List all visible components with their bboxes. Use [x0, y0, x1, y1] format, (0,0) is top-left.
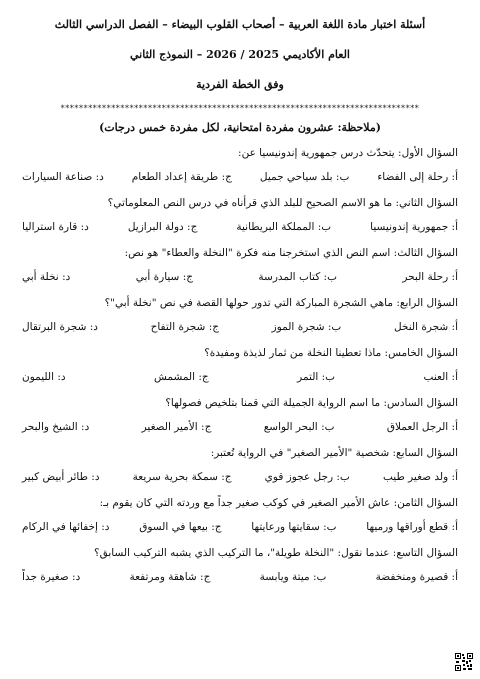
option-b[interactable]: ب: سقايتها ورعايتها: [251, 521, 337, 533]
option-c[interactable]: ج: المشمش: [154, 371, 209, 383]
question-text: السؤال الأول: يتحدّث درس جمهورية إندونيسيا عن:: [238, 147, 458, 159]
question-4: [22, 296, 458, 334]
options-row: [22, 170, 458, 184]
option-c[interactable]: ج: بيعها في السوق: [139, 521, 222, 533]
option-d[interactable]: د: صناعة السيارات: [22, 171, 104, 183]
option-c[interactable]: ج: شاهقة ومرتفعة: [129, 571, 211, 583]
option-d[interactable]: د: شجرة البرتقال: [22, 321, 98, 333]
option-c[interactable]: ج: الأمير الصغير: [141, 421, 212, 433]
option-b[interactable]: ب: التمر: [297, 371, 336, 383]
option-a[interactable]: أ: قطع أوراقها ورميها: [366, 521, 458, 533]
options-row: [22, 220, 458, 234]
option-a[interactable]: أ: العنب: [423, 371, 458, 383]
question-text: السؤال السادس: ما اسم الرواية الجميلة التي قمنا بتلخيص فصولها؟: [165, 397, 458, 409]
option-c[interactable]: ج: شجرة التفاح: [150, 321, 220, 333]
option-c[interactable]: ج: سيارة أبي: [135, 271, 194, 283]
option-a[interactable]: أ: ولد صغير طيب: [382, 471, 458, 483]
option-a[interactable]: أ: الرجل العملاق: [386, 421, 458, 433]
option-d[interactable]: د: الليمون: [22, 371, 66, 383]
option-a[interactable]: أ: جمهورية إندونيسيا: [370, 221, 458, 233]
option-d[interactable]: د: الشيخ والبحر: [22, 421, 90, 433]
question-3: [22, 246, 458, 284]
option-c[interactable]: ج: دولة البرازيل: [127, 221, 198, 233]
option-b[interactable]: ب: المملكة البريطانية: [236, 221, 332, 233]
academic-year: العام الأكاديمي 2025 / 2026 – النموذج الثاني: [130, 48, 350, 61]
options-row: [22, 520, 458, 534]
qr-code-icon: [455, 653, 473, 671]
question-7: [22, 446, 458, 484]
options-row: [22, 470, 458, 484]
option-d[interactable]: د: قارة استراليا: [22, 221, 89, 233]
option-b[interactable]: ب: بلد سياحي جميل: [259, 171, 350, 183]
question-text: السؤال الثاني: ما هو الاسم الصحيح للبلد الذي قرأناه في درس النص المعلوماتي؟: [107, 197, 458, 209]
option-b[interactable]: ب: ميتة ويابسة: [259, 571, 327, 583]
option-d[interactable]: د: طائر أبيض كبير: [22, 471, 100, 483]
option-d[interactable]: د: صغيرة جداً: [22, 571, 81, 583]
question-text: السؤال الثامن: عاش الأمير الصغير في كوكب صغير جداً مع وردته التي كان يقوم بـ:: [99, 497, 458, 509]
options-row: [22, 320, 458, 334]
options-row: [22, 420, 458, 434]
options-row: [22, 270, 458, 284]
option-b[interactable]: ب: كتاب المدرسة: [258, 271, 337, 283]
option-b[interactable]: ب: البحر الواسع: [263, 421, 335, 433]
plan-label: وفق الخطة الفردية: [196, 78, 284, 91]
question-text: السؤال الرابع: ماهي الشجرة المباركة التي تدور حولها القصة في نص "نخلة أبي"؟: [104, 297, 458, 309]
question-text: السؤال الخامس: ماذا تعطينا النخلة من ثمار لذيذة ومفيدة؟: [204, 347, 458, 359]
question-text: السؤال التاسع: عندما نقول: "النخلة طويلة"، ما التركيب الذي يشبه التركيب السابق؟: [94, 547, 458, 559]
question-text: السؤال السابع: شخصية "الأمير الصغير" في الرواية تُعتبر:: [210, 447, 458, 459]
question-2: [22, 196, 458, 234]
option-a[interactable]: أ: رحلة البحر: [402, 271, 458, 283]
star-divider: ******************************************************************************: [60, 104, 420, 113]
option-b[interactable]: ب: رجل عجوز قوي: [264, 471, 350, 483]
exam-note: (ملاحظة: عشرون مفردة امتحانية، لكل مفردة خمس درجات): [99, 121, 381, 134]
question-8: [22, 496, 458, 534]
exam-title: أسئلة اختبار مادة اللغة العربية – أصحاب القلوب البيضاء – الفصل الدراسي الثالث: [54, 18, 426, 31]
option-d[interactable]: د: إخفائها في الركام: [22, 521, 110, 533]
question-9: [22, 546, 458, 584]
question-6: [22, 396, 458, 434]
options-row: [22, 370, 458, 384]
option-a[interactable]: أ: شجرة النخل: [393, 321, 458, 333]
option-c[interactable]: ج: سمكة بحرية سريعة: [132, 471, 232, 483]
question-list: [22, 146, 458, 584]
option-b[interactable]: ب: شجرة الموز: [271, 321, 342, 333]
option-a[interactable]: أ: رحلة إلى الفضاء: [377, 171, 458, 183]
question-1: [22, 146, 458, 184]
option-c[interactable]: ج: طريقة إعداد الطعام: [131, 171, 232, 183]
question-5: [22, 346, 458, 384]
options-row: [22, 570, 458, 584]
option-d[interactable]: د: نخلة أبي: [22, 271, 71, 283]
question-text: السؤال الثالث: اسم النص الذي استخرجنا منه فكرة "النخلة والعطاء" هو نص:: [124, 247, 458, 259]
option-a[interactable]: أ: قصيرة ومنخفضة: [375, 571, 458, 583]
